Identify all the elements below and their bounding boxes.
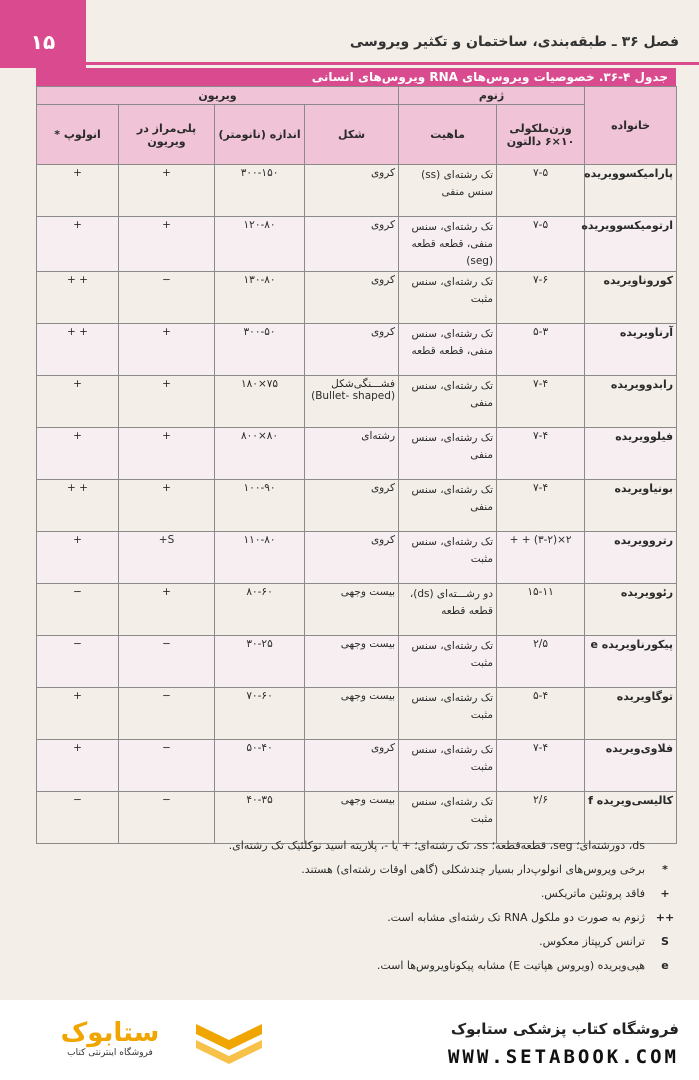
cell-nature: تک رشته‌ای، سنس مثبت [399, 688, 497, 740]
cell-size: ۱۲۰-۸۰ [215, 217, 305, 272]
cell-polymerase: + [119, 376, 215, 428]
table-footnotes [25, 840, 675, 984]
footnote [25, 888, 675, 912]
table-row [37, 688, 677, 740]
cell-shape: کروی [305, 217, 399, 272]
cell-nature: تک رشته‌ای، سنس مثبت [399, 272, 497, 324]
cell-polymerase: − [119, 636, 215, 688]
cell-mw: ۱۵-۱۱ [497, 584, 585, 636]
cell-nature: تک رشته‌ای، سنس منفی، قطعه قطعه [399, 324, 497, 376]
header-genome: ژنوم [399, 87, 585, 105]
cell-size: ۷۵×۱۸۰ [215, 376, 305, 428]
cell-polymerase: − [119, 688, 215, 740]
cell-envelope: − [37, 792, 119, 844]
footnote [25, 960, 675, 984]
table-row [37, 165, 677, 217]
cell-shape: کروی [305, 532, 399, 584]
cell-family: توگاویریده [585, 688, 677, 740]
table-body [37, 165, 677, 844]
cell-family: کوروناویریده [585, 272, 677, 324]
cell-envelope: + + [37, 480, 119, 532]
cell-family: رتروویریده [585, 532, 677, 584]
cell-envelope: + [37, 428, 119, 480]
cell-mw: ۵-۴ [497, 688, 585, 740]
header-family: خانواده [585, 87, 677, 165]
footnote-mark: e [661, 959, 669, 972]
cell-mw: ۷-۵ [497, 165, 585, 217]
cell-size: ۱۳۰-۸۰ [215, 272, 305, 324]
cell-nature: تک رشته‌ای (ss) سنس منفی [399, 165, 497, 217]
cell-mw: ۷-۵ [497, 217, 585, 272]
cell-envelope: − [37, 636, 119, 688]
cell-size: ۱۱۰-۸۰ [215, 532, 305, 584]
cell-polymerase: + [119, 217, 215, 272]
footnote [25, 840, 675, 864]
cell-size: ۳۰-۲۵ [215, 636, 305, 688]
cell-polymerase: + [119, 480, 215, 532]
cell-shape: بیست وجهی [305, 792, 399, 844]
cell-polymerase: − [119, 740, 215, 792]
footnote-text: ds، دورشته‌ای؛ seg، قطعه‌قطعه؛ ss، تک رشته‌ای؛ + یا -، پلاریته اسید نوکلئیک تک رشته‌ای. [228, 839, 645, 852]
table-caption: جدول ۴-۳۶. خصوصیات ویروس‌های RNA ویروس‌های انسانی [36, 68, 676, 86]
cell-family: پیکورناویریده e [585, 636, 677, 688]
cell-shape: رشته‌ای [305, 428, 399, 480]
footer-banner [0, 1000, 699, 1080]
cell-mw: ۷-۴ [497, 428, 585, 480]
cell-size: ۳۰۰-۵۰ [215, 324, 305, 376]
brand-tagline: فروشگاه اینترنتی کتاب [67, 1048, 153, 1058]
cell-family: رابدوویریده [585, 376, 677, 428]
header-size: اندازه (نانومتر) [215, 105, 305, 165]
table-row [37, 636, 677, 688]
cell-polymerase: S+ [119, 532, 215, 584]
footnote-text: برخی ویروس‌های انولوپ‌دار بسیار چندشکلی (گاهی اوقات رشته‌ای) هستند. [301, 863, 645, 876]
cell-shape: بیست وجهی [305, 636, 399, 688]
cell-envelope: + + [37, 324, 119, 376]
cell-polymerase: − [119, 272, 215, 324]
cell-shape: بیست وجهی [305, 688, 399, 740]
cell-envelope: + [37, 376, 119, 428]
cell-polymerase: + [119, 584, 215, 636]
table-row [37, 584, 677, 636]
cell-envelope: − [37, 584, 119, 636]
cell-envelope: + [37, 217, 119, 272]
cell-polymerase: + [119, 324, 215, 376]
cell-mw: ۲/۵ [497, 636, 585, 688]
cell-shape: کروی [305, 740, 399, 792]
shop-name: فروشگاه کتاب پزشکی ستابوک [450, 1020, 679, 1038]
cell-family: ارتومیکسوویریده [585, 217, 677, 272]
footnote [25, 912, 675, 936]
cell-envelope: + [37, 688, 119, 740]
cell-nature: تک رشته‌ای، سنس منفی [399, 480, 497, 532]
cell-shape: فشـــنگی‌شکل (Bullet- shaped) [305, 376, 399, 428]
table-row [37, 532, 677, 584]
table-row [37, 428, 677, 480]
header-mw: وزن‌ملکولی ۱۰×۶ دالتون [497, 105, 585, 165]
cell-size: ۱۰۰-۹۰ [215, 480, 305, 532]
header-rule [86, 62, 699, 65]
cell-size: ۴۰-۳۵ [215, 792, 305, 844]
book-logo-icon [192, 1018, 266, 1064]
shop-url: WWW.SETABOOK.COM [447, 1046, 679, 1068]
cell-mw: ۷-۴ [497, 740, 585, 792]
cell-nature: تک رشته‌ای، سنس منفی [399, 428, 497, 480]
cell-size: ۷۰-۶۰ [215, 688, 305, 740]
table-row [37, 792, 677, 844]
cell-shape: کروی [305, 272, 399, 324]
footnote-text: هپی‌ویریده (ویروس هپاتیت E) مشابه پیکوناویروس‌ها است. [376, 959, 645, 972]
cell-shape: کروی [305, 324, 399, 376]
cell-shape: کروی [305, 480, 399, 532]
cell-polymerase: − [119, 792, 215, 844]
footnote-mark: + [660, 887, 670, 900]
cell-polymerase: + [119, 428, 215, 480]
footnote-mark: S [661, 935, 669, 948]
header-polymerase: پلی‌مراز در ویریون [119, 105, 215, 165]
cell-nature: تک رشته‌ای، سنس مثبت [399, 740, 497, 792]
header-nature: ماهیت [399, 105, 497, 165]
cell-family: پارامیکسوویریده [585, 165, 677, 217]
footnote-mark [655, 840, 675, 864]
table-row [37, 324, 677, 376]
brand-name: ستابوک [60, 1018, 160, 1048]
footnote [25, 864, 675, 888]
rna-virus-table [36, 86, 677, 844]
footnote-text: فاقد پروتئین ماتریکس. [540, 887, 645, 900]
footnote-text: ترانس کریپتاز معکوس. [539, 935, 645, 948]
cell-shape: کروی [305, 165, 399, 217]
cell-family: فلاوی‌ویریده [585, 740, 677, 792]
table-row [37, 480, 677, 532]
header-virion: ویریون [37, 87, 399, 105]
cell-polymerase: + [119, 165, 215, 217]
cell-family: آرناویریده [585, 324, 677, 376]
cell-mw: ۲×(۳-۲) + + [497, 532, 585, 584]
cell-nature: تک رشته‌ای، سنس مثبت [399, 636, 497, 688]
header-shape: شکل [305, 105, 399, 165]
cell-envelope: + + [37, 272, 119, 324]
cell-mw: ۷-۴ [497, 480, 585, 532]
cell-shape: بیست وجهی [305, 584, 399, 636]
cell-nature: تک رشته‌ای، سنس مثبت [399, 532, 497, 584]
cell-envelope: + [37, 740, 119, 792]
cell-nature: دو رشـــته‌ای (ds)، قطعه قطعه [399, 584, 497, 636]
brand-wordmark [40, 1018, 180, 1058]
cell-size: ۳۰۰-۱۵۰ [215, 165, 305, 217]
cell-size: ۸۰×۸۰۰ [215, 428, 305, 480]
footnote-text: ژنوم به صورت دو ملکول RNA تک رشته‌ای مشابه است. [387, 911, 645, 924]
cell-size: ۵۰-۴۰ [215, 740, 305, 792]
cell-size: ۸۰-۶۰ [215, 584, 305, 636]
table-row [37, 272, 677, 324]
table-row [37, 217, 677, 272]
cell-family: رئوویریده [585, 584, 677, 636]
footnote [25, 936, 675, 960]
page-number: ۱۵ [30, 30, 56, 54]
cell-family: کالیسی‌ویریده f [585, 792, 677, 844]
header-envelope: انولوپ * [37, 105, 119, 165]
cell-nature: تک رشته‌ای، سنس منفی، قطعه قطعه (seg) [399, 217, 497, 272]
cell-mw: ۷-۴ [497, 376, 585, 428]
cell-mw: ۲/۶ [497, 792, 585, 844]
cell-family: فیلوویریده [585, 428, 677, 480]
running-title: فصل ۳۶ ـ طبقه‌بندی، ساختمان و تکثیر ویروسی [349, 34, 679, 50]
footnote-mark: * [662, 863, 668, 876]
cell-envelope: + [37, 532, 119, 584]
cell-nature: تک رشته‌ای، سنس مثبت [399, 792, 497, 844]
table-row [37, 740, 677, 792]
cell-mw: ۵-۳ [497, 324, 585, 376]
footnote-mark: ++ [655, 911, 675, 924]
cell-nature: تک رشته‌ای، سنس منفی [399, 376, 497, 428]
cell-envelope: + [37, 165, 119, 217]
cell-mw: ۷-۶ [497, 272, 585, 324]
cell-family: بونیاویریده [585, 480, 677, 532]
table-row [37, 376, 677, 428]
